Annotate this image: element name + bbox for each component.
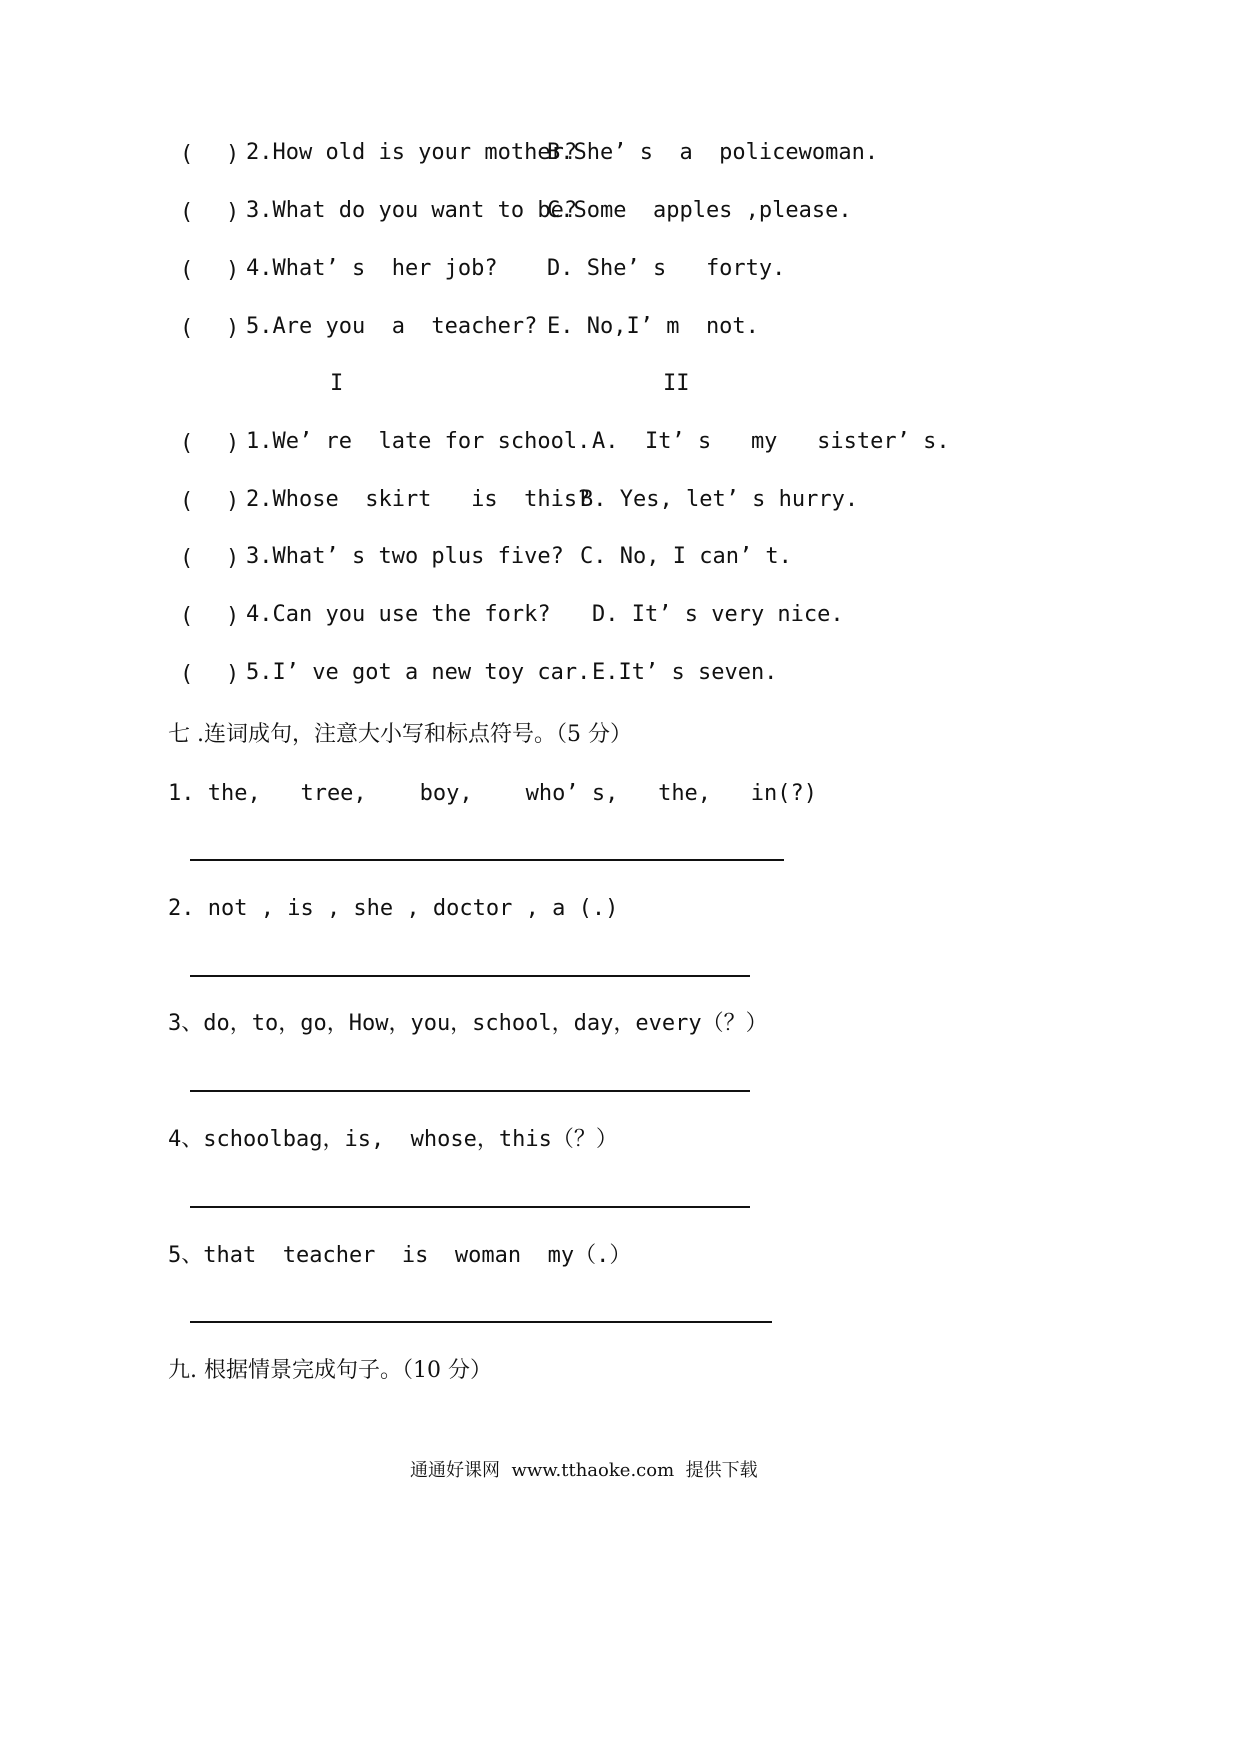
answer-option: C. No, I can’ t. (580, 544, 792, 569)
answer-option: D. It’ s very nice. (592, 602, 844, 627)
answer-blank-close: ) (226, 142, 240, 167)
answer-blank-open[interactable]: ( (180, 662, 194, 687)
answer-blank-open[interactable]: ( (180, 316, 194, 341)
question-text: 2.How old is your mother? (246, 140, 578, 165)
answer-option: C.Some apples ,please. (547, 198, 852, 223)
question-text: 5.I’ ve got a new toy car. (246, 660, 591, 685)
word-scramble-item: 2. not , is , she , doctor , a (.) (168, 896, 619, 921)
question-text: 4.What’ s her job? (246, 256, 498, 281)
answer-blank-close: ) (226, 200, 240, 225)
answer-blank-open[interactable]: ( (180, 489, 194, 514)
answer-option: A. It’ s my sister’ s. (592, 429, 950, 454)
answer-blank-open[interactable]: ( (180, 604, 194, 629)
word-scramble-item: 1. the, tree, boy, who’ s, the, in(?) (168, 781, 818, 806)
word-scramble-item: 5、that teacher is woman my（.） (168, 1243, 632, 1268)
answer-blank-open[interactable]: ( (180, 546, 194, 571)
answer-option: E. No,I’ m not. (547, 314, 759, 339)
word-scramble-item: 3、do，to，go，How，you，school，day，every（？） (168, 1011, 768, 1036)
answer-blank-close: ) (226, 316, 240, 341)
question-text: 4.Can you use the fork? (246, 602, 551, 627)
page-footer: 通通好课网 www.tthaoke.com 提供下载 (410, 1460, 758, 1481)
answer-blank-close: ) (226, 431, 240, 456)
column-header-right: II (663, 371, 690, 396)
section-heading: 七 .连词成句，注意大小写和标点符号。（5 分） (168, 722, 632, 747)
answer-blank-open[interactable]: ( (180, 200, 194, 225)
answer-blank-close: ) (226, 258, 240, 283)
answer-blank-open[interactable]: ( (180, 431, 194, 456)
answer-line[interactable] (190, 1090, 750, 1092)
answer-blank-close: ) (226, 546, 240, 571)
answer-line[interactable] (190, 1321, 772, 1323)
column-header-left: I (330, 371, 344, 396)
answer-option: D. She’ s forty. (547, 256, 786, 281)
question-text: 5.Are you a teacher? (246, 314, 538, 339)
answer-option: B. Yes, let’ s hurry. (580, 487, 859, 512)
answer-line[interactable] (190, 1206, 750, 1208)
question-text: 3.What’ s two plus five? (246, 544, 564, 569)
answer-blank-close: ) (226, 604, 240, 629)
answer-line[interactable] (190, 859, 784, 861)
answer-blank-open[interactable]: ( (180, 258, 194, 283)
question-text: 1.We’ re late for school. (246, 429, 591, 454)
answer-blank-close: ) (226, 489, 240, 514)
answer-option: B.She’ s a policewoman. (547, 140, 879, 165)
question-text: 2.Whose skirt is this? (246, 487, 591, 512)
answer-option: E.It’ s seven. (592, 660, 778, 685)
answer-line[interactable] (190, 975, 750, 977)
question-text: 3.What do you want to be? (246, 198, 578, 223)
answer-blank-close: ) (226, 662, 240, 687)
answer-blank-open[interactable]: ( (180, 142, 194, 167)
word-scramble-item: 4、schoolbag，is, whose，this（？） (168, 1127, 618, 1152)
section-heading: 九. 根据情景完成句子。（10 分） (168, 1358, 492, 1383)
